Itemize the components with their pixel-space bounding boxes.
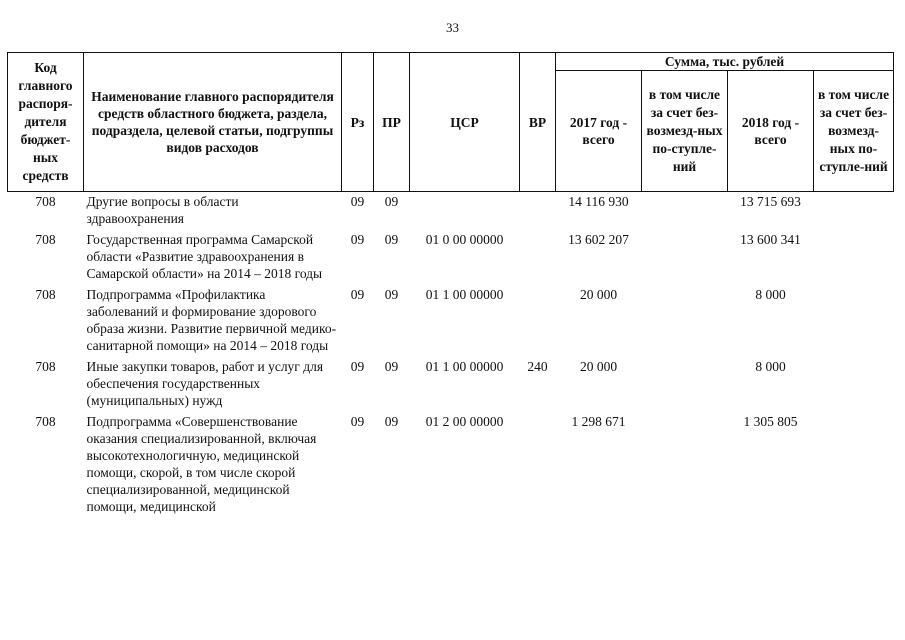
cell-sum-2018-incl (814, 412, 894, 518)
cell-sum-2018-incl (814, 357, 894, 412)
cell-sum-2017-incl (642, 285, 728, 357)
cell-vr (520, 412, 556, 518)
cell-pr: 09 (384, 232, 399, 247)
cell-name: Государственная программа Самарской области «Развитие здравоохранения в Самарской области» на 2014 – 2018 годы (86, 232, 323, 281)
table-body (8, 192, 894, 519)
table-row (8, 412, 894, 518)
header-csr: ЦСР (410, 53, 520, 192)
cell-rz: 09 (350, 287, 365, 302)
cell-pr: 09 (384, 359, 399, 374)
cell-pr: 09 (384, 414, 399, 429)
table-row (8, 192, 894, 231)
cell-name: Подпрограмма «Профилактика заболеваний и формирование здорового образа жизни. Развитие первичной медико-санитарной помощи» на 2014 – 2018 годы (86, 287, 337, 353)
cell-sum-2017: 1 298 671 (571, 414, 626, 429)
cell-sum-2018: 13 600 341 (740, 232, 801, 247)
header-pr: ПР (374, 53, 410, 192)
cell-csr: 01 2 00 00000 (425, 414, 504, 429)
cell-rz: 09 (350, 359, 365, 374)
cell-sum-2018-incl (814, 230, 894, 285)
cell-sum-2017: 14 116 930 (568, 194, 629, 209)
cell-sum-2018: 1 305 805 (743, 414, 798, 429)
cell-vr (520, 285, 556, 357)
cell-sum-2018: 13 715 693 (740, 194, 801, 209)
table-header (8, 53, 894, 192)
cell-sum-2017: 13 602 207 (568, 232, 629, 247)
cell-rz: 09 (350, 414, 365, 429)
cell-sum-2018: 8 000 (755, 287, 786, 302)
cell-name: Другие вопросы в области здравоохранения (86, 194, 239, 226)
table-row (8, 230, 894, 285)
table-row (8, 285, 894, 357)
cell-rz: 09 (350, 194, 365, 209)
cell-sum-2018: 8 000 (755, 359, 786, 374)
cell-csr: 01 1 00 00000 (425, 287, 504, 302)
cell-vr: 240 (527, 359, 548, 374)
cell-code: 708 (35, 232, 56, 247)
cell-sum-2017-incl (642, 230, 728, 285)
cell-name: Подпрограмма «Совершенствование оказания специализированной, включая высокотехнологичную, медицинской помощи, скорой, в том числе скорой специализированной, медицинской помощи, медицинской (86, 414, 317, 514)
header-rz: Рз (342, 53, 374, 192)
cell-pr: 09 (384, 287, 399, 302)
header-2018-incl: в том числе за счет без-возмезд-ных по-ступле-ний (814, 71, 894, 192)
cell-code: 708 (35, 194, 56, 209)
header-name: Наименование главного распорядителя средств областного бюджета, раздела, подраздела, целевой статьи, подгруппы видов расходов (84, 53, 342, 192)
page-number: 33 (446, 20, 459, 35)
cell-code: 708 (35, 359, 56, 374)
header-sum: Сумма, тыс. рублей (556, 53, 894, 71)
cell-sum-2017: 20 000 (579, 359, 618, 374)
cell-sum-2018-incl (814, 285, 894, 357)
header-vr: ВР (520, 53, 556, 192)
cell-sum-2017-incl (642, 412, 728, 518)
table-row (8, 357, 894, 412)
cell-pr: 09 (384, 194, 399, 209)
header-2017-incl: в том числе за счет без-возмезд-ных по-ступле-ний (642, 71, 728, 192)
cell-sum-2017-incl (642, 357, 728, 412)
cell-code: 708 (35, 287, 56, 302)
cell-rz: 09 (350, 232, 365, 247)
cell-sum-2017-incl (642, 192, 728, 231)
cell-sum-2018-incl (814, 192, 894, 231)
cell-name: Иные закупки товаров, работ и услуг для обеспечения государственных (муниципальных) нужд (86, 359, 324, 408)
budget-table (7, 52, 894, 518)
cell-csr: 01 1 00 00000 (425, 359, 504, 374)
header-2018-total: 2018 год - всего (728, 71, 814, 192)
header-code: Код главного распоря-дителя бюджет-ных средств (8, 53, 84, 192)
cell-csr: 01 0 00 00000 (425, 232, 504, 247)
cell-vr (520, 192, 556, 231)
cell-sum-2017: 20 000 (579, 287, 618, 302)
header-2017-total: 2017 год - всего (556, 71, 642, 192)
cell-csr (410, 192, 520, 231)
cell-vr (520, 230, 556, 285)
cell-code: 708 (35, 414, 56, 429)
